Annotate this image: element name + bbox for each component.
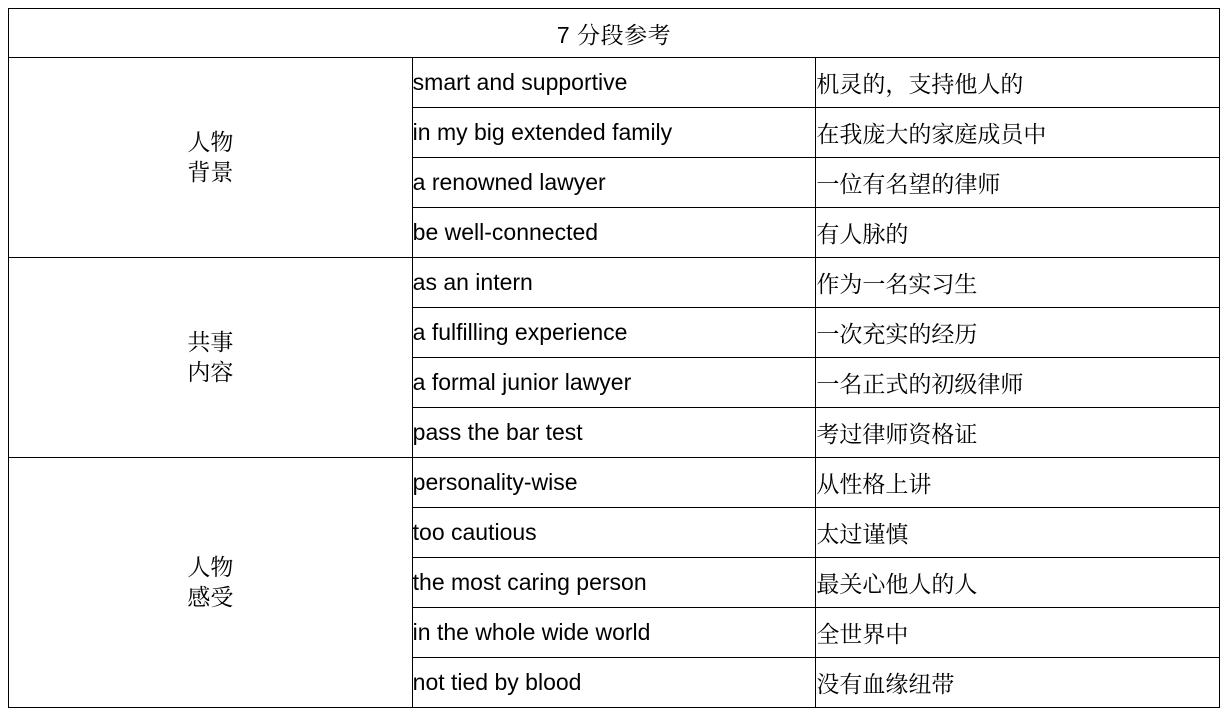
english-phrase: personality-wise: [412, 458, 816, 508]
table-row: [9, 258, 1220, 308]
chinese-translation: 考过律师资格证: [816, 408, 1220, 458]
english-phrase: not tied by blood: [412, 658, 816, 708]
category-label-line: 共事: [187, 329, 234, 356]
english-phrase: as an intern: [412, 258, 816, 308]
table-title-row: [9, 9, 1220, 58]
chinese-translation: 一名正式的初级律师: [816, 358, 1220, 408]
english-phrase: in the whole wide world: [412, 608, 816, 658]
page-title: 7 分段参考: [9, 9, 1220, 58]
chinese-translation: 机灵的，支持他人的: [816, 58, 1220, 108]
category-cell-2: [9, 258, 413, 458]
category-label-line: 人物: [187, 554, 234, 581]
category-cell-1: [9, 58, 413, 258]
english-phrase: pass the bar test: [412, 408, 816, 458]
chinese-translation: 全世界中: [816, 608, 1220, 658]
english-phrase: the most caring person: [412, 558, 816, 608]
chinese-translation: 一次充实的经历: [816, 308, 1220, 358]
chinese-translation: 有人脉的: [816, 208, 1220, 258]
category-label-line: 人物: [187, 129, 234, 156]
english-phrase: in my big extended family: [412, 108, 816, 158]
chinese-translation: 作为一名实习生: [816, 258, 1220, 308]
chinese-translation: 没有血缘纽带: [816, 658, 1220, 708]
category-label-line: 背景: [187, 158, 234, 185]
category-label-line: 感受: [187, 583, 234, 610]
english-phrase: a fulfilling experience: [412, 308, 816, 358]
english-phrase: be well-connected: [412, 208, 816, 258]
chinese-translation: 从性格上讲: [816, 458, 1220, 508]
table-row: [9, 458, 1220, 508]
table-row: [9, 58, 1220, 108]
english-phrase: a formal junior lawyer: [412, 358, 816, 408]
category-label-line: 内容: [187, 358, 234, 385]
english-phrase: a renowned lawyer: [412, 158, 816, 208]
chinese-translation: 太过谨慎: [816, 508, 1220, 558]
category-cell-3: [9, 458, 413, 708]
chinese-translation: 一位有名望的律师: [816, 158, 1220, 208]
vocabulary-table: [8, 8, 1220, 708]
english-phrase: too cautious: [412, 508, 816, 558]
english-phrase: smart and supportive: [412, 58, 816, 108]
chinese-translation: 最关心他人的人: [816, 558, 1220, 608]
chinese-translation: 在我庞大的家庭成员中: [816, 108, 1220, 158]
